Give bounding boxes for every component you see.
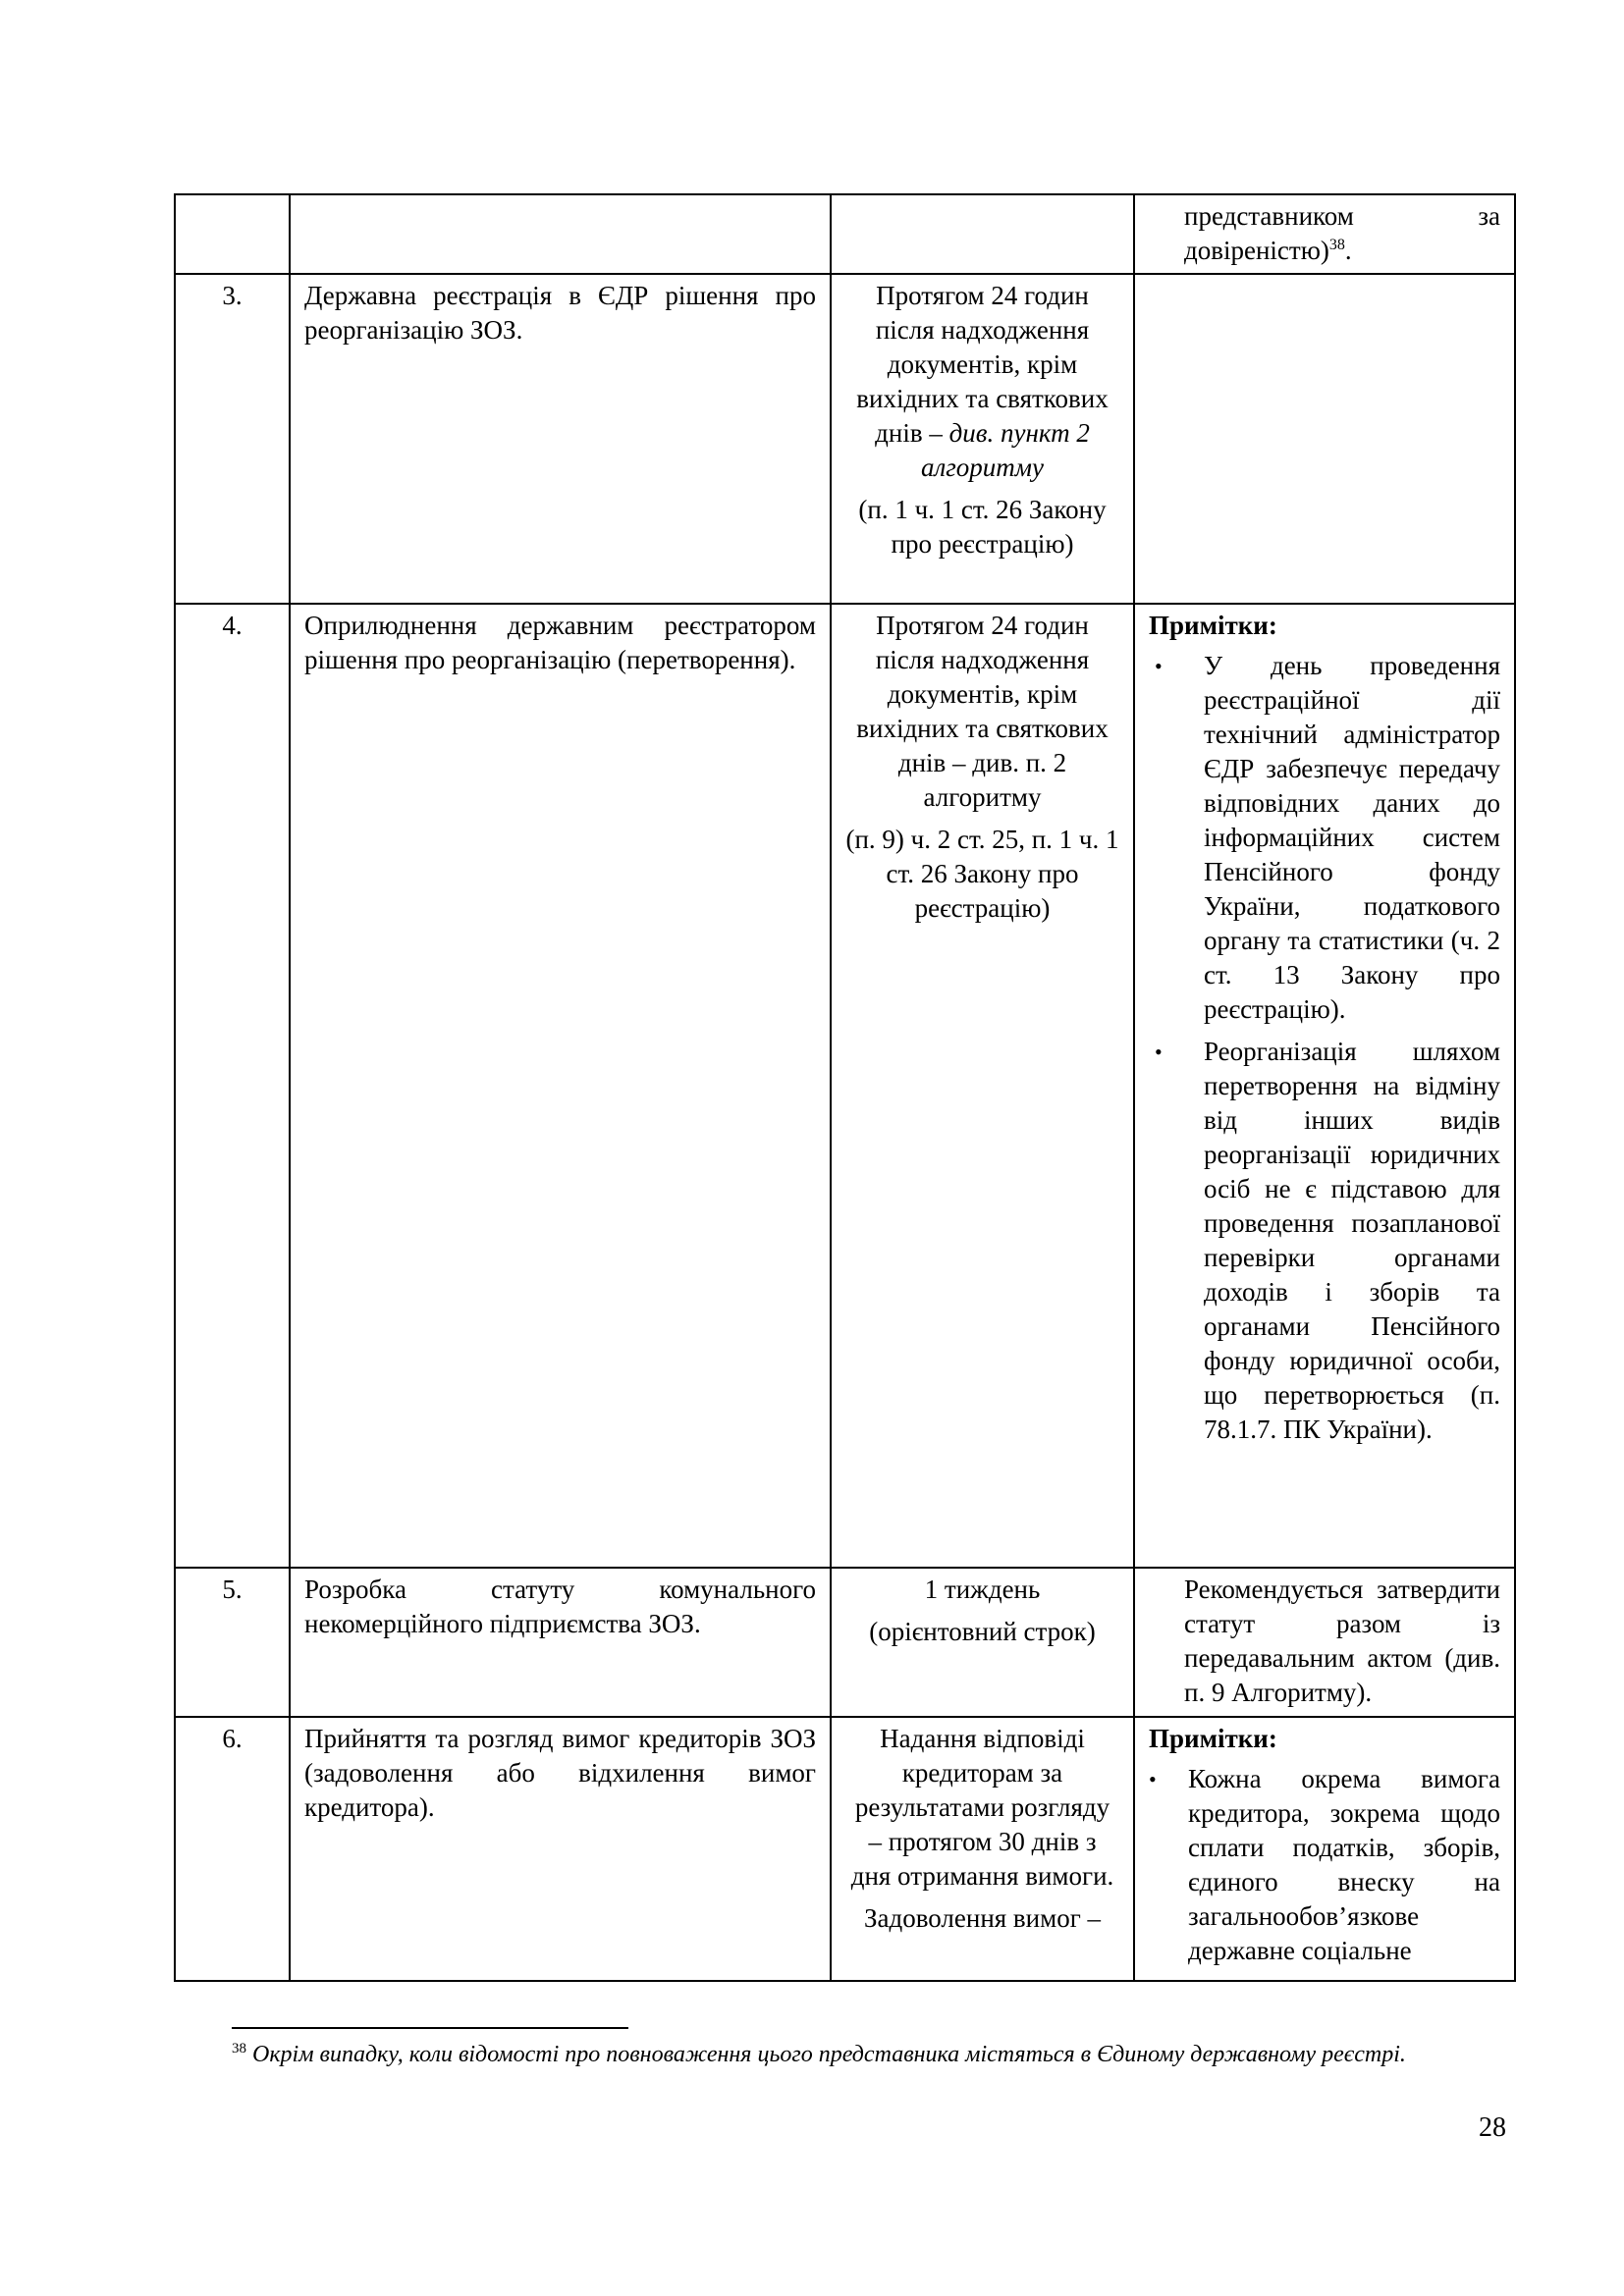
term-text: 1 тиждень: [924, 1575, 1041, 1604]
table-row-4: [175, 604, 1515, 1568]
footnote-ref: 38: [1328, 237, 1345, 253]
action-text: Прийняття та розгляд вимог кредиторів ЗОЗ (задоволення або відхилення вимог кредитора).: [290, 1717, 831, 1981]
note-cell: [1134, 604, 1515, 1568]
table-row-5: [175, 1568, 1515, 1717]
footnote-text: Окрім випадку, коли відомості про повноваження цього представника містяться в Єдиному державному реєстрі.: [246, 2042, 1406, 2067]
notes-list: [1149, 649, 1500, 1447]
row-number: 5.: [175, 1568, 290, 1717]
note-cell: [1134, 1717, 1515, 1981]
bullet-icon: •: [1155, 1040, 1163, 1064]
action-text: Державна реєстрація в ЄДР рішення про реорганізацію ЗОЗ.: [290, 274, 831, 604]
action-text: Оприлюднення державним реєстратором рішення про реорганізацію (перетворення).: [290, 604, 831, 1568]
term-cell: [831, 604, 1134, 1568]
cell-num: [175, 194, 290, 274]
cell-note: [1134, 194, 1515, 274]
table-row-continued: [175, 194, 1515, 274]
term-text: Надання відповіді кредиторам за результатами розгляду – протягом 30 днів з дня отримання вимоги.: [850, 1724, 1114, 1891]
term-text-continued: Задоволення вимог –: [863, 1903, 1102, 1933]
notes-title: Примітки:: [1149, 611, 1277, 640]
note-cell: [1134, 1568, 1515, 1717]
term-text: Протягом 24 годин після надходження документів, крім вихідних та святкових днів – див. пункт 2 алгоритму: [856, 281, 1109, 482]
term-reference: див. пункт 2 алгоритму: [920, 418, 1090, 482]
cell-term: [831, 194, 1134, 274]
row-number: 6.: [175, 1717, 290, 1981]
term-note: (орієнтовний строк): [869, 1617, 1096, 1646]
bullet-icon: •: [1155, 654, 1163, 678]
note-item: • У день проведення реєстраційної дії технічний адміністратор ЄДР забезпечує передачу відповідних даних до інформаційних систем Пенсійного фонду України, податкового органу та статистики (ч. 2 ст. 13 Закону про реєстрацію).: [1155, 651, 1500, 1024]
footnote: [232, 2037, 1508, 2072]
note-continued: представником за довіреністю)$^{38}$.: [1184, 201, 1500, 265]
term-cell: [831, 1568, 1134, 1717]
term-cell: [831, 1717, 1134, 1981]
note-item: • Реорганізація шляхом перетворення на відміну від інших видів реорганізації юридичних осіб не є підставою для проведення позапланової перевірки органами доходів і зборів та органами Пенсійного фонду юридичної особи, що перетворюється (п. 78.1.7. ПК України).: [1155, 1037, 1500, 1444]
row-number: 4.: [175, 604, 290, 1568]
notes-list: [1149, 1762, 1500, 1968]
cell-action: [290, 194, 831, 274]
footnote-separator: [232, 2027, 628, 2029]
table-row-6: [175, 1717, 1515, 1981]
footnote-number: 38: [232, 2041, 246, 2056]
document-table: [174, 193, 1516, 1982]
notes-title: Примітки:: [1149, 1724, 1277, 1753]
table-row-3: [175, 274, 1515, 604]
note-cell: [1134, 274, 1515, 604]
bullet-icon: •: [1149, 1767, 1157, 1791]
recommendation-text: Рекомендується затвердити статут разом із передавальним актом (див. п. 9 Алгоритму).: [1184, 1575, 1500, 1707]
term-cell: [831, 274, 1134, 604]
page-number: 28: [1479, 2112, 1506, 2143]
term-legal-basis: (п. 1 ч. 1 ст. 26 Закону про реєстрацію): [858, 495, 1107, 559]
action-text: Розробка статуту комунального некомерційного підприємства ЗОЗ.: [290, 1568, 831, 1717]
row-number: 3.: [175, 274, 290, 604]
note-item: • Кожна окрема вимога кредитора, зокрема щодо сплати податків, зборів, єдиного внеску на загальнообов’язкове державне соціальне: [1149, 1764, 1500, 1965]
term-legal-basis: (п. 9) ч. 2 ст. 25, п. 1 ч. 1 ст. 26 Закону про реєстрацію): [845, 825, 1119, 923]
term-text: Протягом 24 годин після надходження документів, крім вихідних та святкових днів – див. п. 2 алгоритму: [856, 611, 1109, 812]
